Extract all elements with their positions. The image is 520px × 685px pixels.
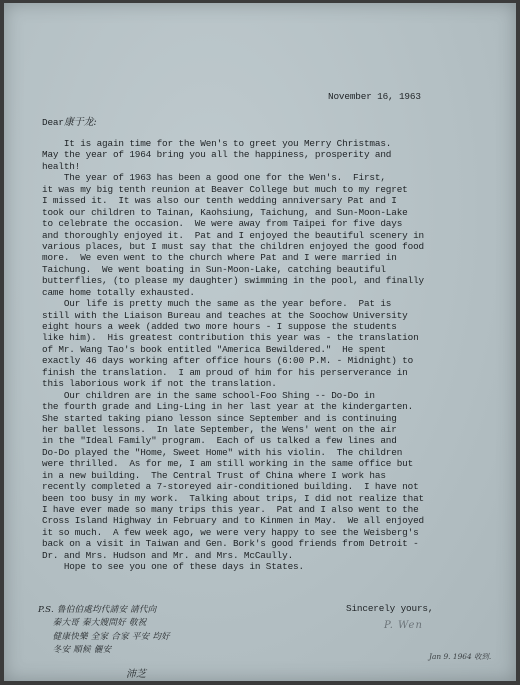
letter-line: and thoroughly enjoyed it. Pat and I enjoyed the beautiful scenery in xyxy=(42,229,425,241)
letter-line: She started taking piano lesson since September and is continuing xyxy=(42,412,397,424)
letter-line: exactly 46 days working after office hours (6:00 P.M. - Midnight) to xyxy=(42,355,414,367)
letter-line: eight hours a week (added two more hours - I suppose the students xyxy=(42,321,397,332)
letter-line: recently completed a 7-storeyed air-conditioned building. I have not xyxy=(42,481,419,493)
letter-line: health! xyxy=(42,160,81,172)
letter-line: Cross Island Highway in February and to Kinmen in May. We all enjoyed xyxy=(42,515,425,527)
letter-line: been too busy in my work. Talking about trips, I did not realize that xyxy=(42,492,425,504)
letter-line: Do-Do played the "Home, Sweet Home" with his violin. The children xyxy=(42,446,403,458)
postscript-line: 秦大哥 秦大嫂問好 敬祝 xyxy=(38,618,147,629)
letter-line: The year of 1963 has been a good one for the Wen's. First, xyxy=(42,172,386,184)
letter-line: of Mr. Wang Tao's book entitled "America Bewildered." He spent xyxy=(42,343,386,355)
signature: P. Wen xyxy=(384,620,423,631)
letter-line: in a new building. The Central Trust of China where I work has xyxy=(42,469,386,481)
salutation xyxy=(42,117,97,128)
letter-line: Taichung. We went boating in Sun-Moon-Lake, catching beautiful xyxy=(42,263,386,275)
letter-line: back on a visit in Taiwan and Gen. Bork's good friends from Detroit - xyxy=(42,538,419,550)
postscript xyxy=(38,604,283,657)
letter-line: like him). His greatest contribution this year was - the translation xyxy=(42,332,419,344)
postscript-line: P.S. 鲁伯伯處均代請安 請代向 xyxy=(38,605,157,615)
letter-line: May the year of 1964 bring you all the happiness, prosperity and xyxy=(42,149,392,161)
received-note: Jan 9. 1964 收到. xyxy=(429,652,492,661)
letter-line: it so much. A few week ago, we were very happy to see the Weisberg's xyxy=(42,526,419,538)
postscript-line: 冬安 順候 儷安 xyxy=(38,644,112,655)
salutation-prefix: Dear xyxy=(42,117,64,128)
letter-line: butterflies, (to please my daughter) swimming in the pool, and finally xyxy=(42,275,425,287)
letter-line: in the "Ideal Family" program. Each of us talked a few lines and xyxy=(42,435,397,447)
letter-line: were thrilled. As for me, I am still working in the same office but xyxy=(42,458,414,470)
letter-line: I missed it. It was also our tenth wedding anniversary Pat and I xyxy=(42,195,397,207)
letter-line: to celebrate the occasion. We were away from Taipei for five days xyxy=(42,218,403,230)
letter-line: Our children are in the same school-Foo Shing -- Do-Do in xyxy=(42,389,375,401)
postscript-line: 健康快樂 全家 合家 平安 均好 xyxy=(38,631,170,642)
letter-line: I have ever made so many trips this year. Pat and I also went to the xyxy=(42,504,419,515)
letter-line: more. We even went to the church where Pat and I were married in xyxy=(42,252,397,264)
letter-date: November 16, 1963 xyxy=(328,91,421,102)
letter-line: this laborious work if not the translation. xyxy=(42,378,277,390)
postscript-signature: 沛芝 xyxy=(126,669,146,680)
letter-body xyxy=(42,138,512,573)
salutation-name: 康于龙: xyxy=(63,117,97,128)
letter-line: Our life is pretty much the same as the year before. Pat is xyxy=(42,298,392,310)
letter-line: still with the Liaison Bureau and teaches at the Soochow University xyxy=(42,309,408,321)
letter-line: her ballet lessons. In late September, the Wens' went on the air xyxy=(42,423,397,435)
closing: Sincerely yours, xyxy=(346,603,434,614)
letter-line: various places, but I must say that the children enjoyed the good food xyxy=(42,240,425,252)
letter-line: Dr. and Mrs. Hudson and Mr. and Mrs. McCaully. xyxy=(42,549,294,561)
letter-line: It is again time for the Wen's to greet you Merry Christmas. xyxy=(42,138,392,149)
letter-line: finish the translation. I am proud of him for his perserverance in xyxy=(42,366,408,378)
letter-line: the fourth grade and Ling-Ling in her last year at the kindergarten. xyxy=(42,401,414,413)
letter-line: came home totally exhausted. xyxy=(42,286,195,298)
letter-line: Hope to see you one of these days in States. xyxy=(42,561,304,573)
letter-line: it was my big tenth reunion at Beaver College but much to my regret xyxy=(42,183,408,195)
letter-page xyxy=(4,3,516,681)
letter-line: took our children to Tainan, Kaohsiung, Taichung, and Sun-Moon-Lake xyxy=(42,206,408,218)
